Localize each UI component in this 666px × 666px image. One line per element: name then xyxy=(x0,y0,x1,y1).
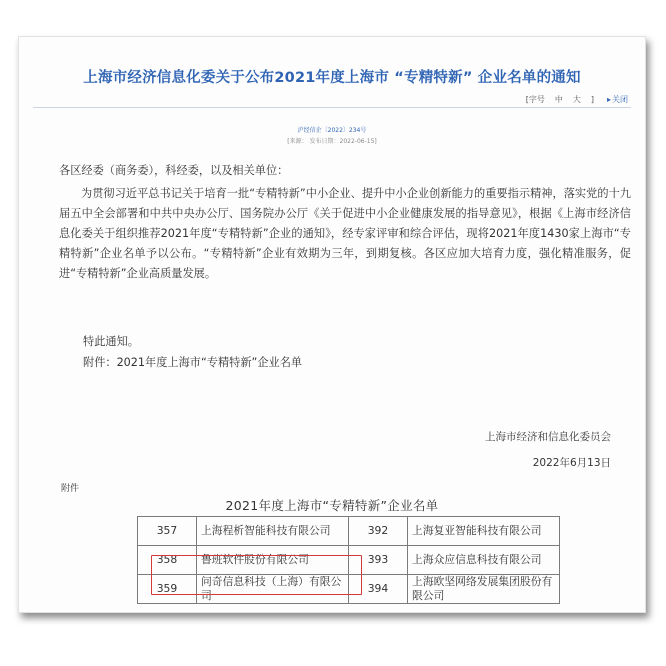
signatory: 上海市经济和信息化委员会 xyxy=(485,431,611,443)
attachment-link[interactable]: 附件：2021年度上海市“专精特新”企业名单 xyxy=(83,356,303,369)
row-number: 393 xyxy=(349,546,408,575)
company-name: 鲁班软件股份有限公司 xyxy=(197,546,349,575)
appendix-label: 附件 xyxy=(61,484,80,494)
font-size-medium-link[interactable]: 中 xyxy=(554,95,563,104)
greeting: 各区经委（商务委），科经委，以及相关单位： xyxy=(59,164,289,177)
font-size-toolbar xyxy=(521,94,633,105)
highlight-box xyxy=(151,555,362,595)
table-title: 2021年度上海市“专精特新”企业名单 xyxy=(225,498,439,513)
row-number: 359 xyxy=(138,575,197,604)
notice-page xyxy=(18,36,646,613)
company-name: 上海欧坚网络发展集团股份有限公司 xyxy=(408,575,560,604)
source-date: [来源： 发布日期：2022-06-15] xyxy=(287,138,377,145)
font-size-large-link[interactable]: 大 xyxy=(572,95,581,104)
table-row xyxy=(138,517,560,546)
company-name: 上海复亚智能科技有限公司 xyxy=(408,517,560,546)
font-size-label: [字号 xyxy=(525,95,545,104)
body-paragraph: 为贯彻习近平总书记关于培育一批“专精特新”中小企业、提升中小企业创新能力的重要指示精神，落实党的十九届五中全会部署和中共中央办公厅、国务院办公厅《关于促进中小企业健康发展的指导意见》，根据《上海市经济信息化委关于组织推荐2021年度“专精特新”企业的通知》，经专家评审和综合评估，现将2021年度1430家上海市“专精特新”企业名单予以公布。“专精特新”企业有效期为三年，到期复核。各区应加大培育力度，强化精准服务，促进“专精特新”企业高质量发展。 xyxy=(59,187,631,280)
row-number: 357 xyxy=(138,517,197,546)
notice-title: 上海市经济信息化委关于公布2021年度上海市 “专精特新” 企业名单的通知 xyxy=(83,70,581,86)
issue-date: 2022年6月13日 xyxy=(532,457,611,469)
document-number: 沪经信企〔2022〕234号 xyxy=(297,127,367,134)
special-notice: 特此通知。 xyxy=(83,335,139,348)
row-number: 358 xyxy=(138,546,197,575)
close-link[interactable]: ▸ 关闭 xyxy=(599,94,633,105)
font-size-close-bracket: ] xyxy=(590,95,594,104)
row-number: 392 xyxy=(349,517,408,546)
company-name: 上海程析智能科技有限公司 xyxy=(197,517,349,546)
company-name: 问奇信息科技（上海）有限公司 xyxy=(197,575,349,604)
title-divider xyxy=(33,107,631,108)
company-name: 上海众应信息科技有限公司 xyxy=(408,546,560,575)
row-number: 394 xyxy=(349,575,408,604)
